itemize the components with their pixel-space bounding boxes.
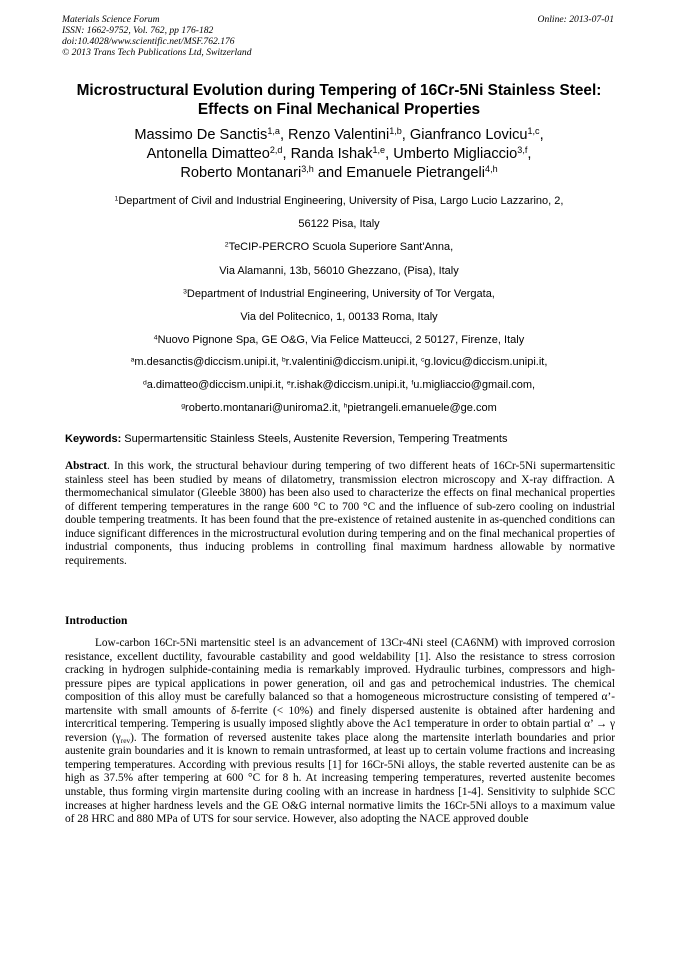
- author-affiliation-mark: 3,h: [301, 164, 314, 175]
- affiliation-line: 56122 Pisa, Italy: [298, 218, 380, 231]
- affiliation-text: TeCIP-PERCRO Scuola Superiore Sant'Anna,: [228, 241, 454, 254]
- introduction-text-2: ). The formation of reversed austenite takes place along the martensite interlath boundaries and prior austenite grain boundaries and it is known to remain untrasformed, at least up to certain volume fractions and increasing tempering temperatures. According with previous results [1] for 16Cr-5Ni alloys, the stable reverted austenite can be as high as 37.5% after tempering at 600 °C for 8 h. At increasing tempering temperatures, reverted austenite becomes unstable, thus forming virgin martensite during cooling with an increase in hardness [1-4]. Sensitivity to sulphide SCC increases at higher hardness levels and the GE O&G internal normative limits the 16Cr-5Ni alloys to a maximum value of 28 HRC and 880 MPa of UTS for sour service. However, also adopting the NACE approved double: [65, 731, 615, 826]
- author-affiliation-mark: 4,h: [485, 164, 498, 175]
- author-affiliation-mark: 1,c: [527, 126, 540, 137]
- author-list: [50, 126, 628, 183]
- email-mark: d: [142, 379, 147, 387]
- author-separator: ,: [527, 146, 532, 162]
- email-line-3: [40, 397, 638, 420]
- author-line-1: [50, 126, 628, 145]
- introduction-paragraph: [65, 637, 615, 827]
- journal-doi: doi:10.4028/www.scientific.net/MSF.762.176: [62, 36, 235, 47]
- affiliation-number: 2: [224, 241, 229, 249]
- email-e[interactable]: r.ishak@diccism.unipi.it,: [290, 379, 409, 392]
- author-name: Gianfranco Lovicu: [409, 127, 528, 143]
- affiliation-line: [40, 329, 638, 352]
- email-mark: c: [420, 356, 425, 364]
- gamma-rev-subscript: rev: [120, 735, 131, 745]
- author-separator: ,: [539, 127, 544, 143]
- email-c[interactable]: g.lovicu@diccism.unipi.it,: [424, 356, 548, 368]
- abstract: [65, 460, 615, 568]
- author-name: Renzo Valentini: [288, 127, 390, 143]
- email-mark: f: [411, 379, 414, 387]
- author-name: Massimo De Sanctis: [134, 127, 268, 143]
- keywords-label: Keywords:: [65, 433, 122, 445]
- introduction-text-1: Low-carbon 16Cr-5Ni martensitic steel is an advancement of 13Cr-4Ni steel (CA6NM) with improved corrosion resistance, excellent ductility, favourable castability and good weldability [1]. Also the resistance to stress corrosion cracking in hydrogen sulphide-containing media is remarkably improved. Hydraulic turbines, compressors and high-pressure pipes are typical applications in power generation, oil and gas and petrochemical industries. The chemical composition of this alloy must be carefully balanced so that a homogeneous microstructure consisting of tempered α’-martensite with small amounts of δ-ferrite (< 10%) and finely dispersed austenite is obtained after hardening and intercritical tempering. Tempering is usually imposed slightly above the Ac1 temperature in order to obtain partial α’ → γ reversion (γ: [65, 637, 615, 744]
- author-separator: ,: [282, 146, 291, 162]
- author-name: Umberto Migliaccio: [393, 146, 518, 162]
- author-affiliation-mark: 2,d: [269, 145, 283, 156]
- affiliation-text: Department of Civil and Industrial Engineering, University of Pisa, Largo Lucio Lazzarino, 2,: [118, 195, 564, 207]
- affiliation-line: [40, 283, 638, 306]
- email-mark: e: [286, 379, 291, 387]
- title-line-2: Effects on Final Mechanical Properties: [197, 101, 481, 118]
- affiliation-line: [40, 190, 638, 213]
- email-f[interactable]: u.migliaccio@gmail.com,: [413, 379, 536, 392]
- author-name: Emanuele Pietrangeli: [346, 165, 486, 181]
- author-name: Roberto Montanari: [180, 165, 302, 181]
- affiliation-number: 3: [183, 288, 187, 296]
- email-b[interactable]: r.valentini@diccism.unipi.it,: [285, 356, 418, 368]
- author-line-2: [50, 145, 628, 164]
- email-mark: a: [130, 356, 135, 364]
- email-d[interactable]: a.dimatteo@diccism.unipi.it,: [146, 379, 284, 392]
- journal-header: [62, 14, 614, 58]
- email-mark: b: [281, 356, 286, 364]
- email-line-1: [40, 351, 638, 374]
- affiliation-text: Nuovo Pignone Spa, GE O&G, Via Felice Matteucci, 2 50127, Firenze, Italy: [157, 334, 525, 347]
- journal-issn: ISSN: 1662-9752, Vol. 762, pp 176-182: [62, 25, 214, 36]
- email-g[interactable]: roberto.montanari@uniroma2.it,: [185, 402, 341, 415]
- affiliation-text: Department of Industrial Engineering, University of Tor Vergata,: [186, 287, 495, 300]
- online-date: Online: 2013-07-01: [537, 14, 614, 25]
- email-h[interactable]: pietrangeli.emanuele@ge.com: [347, 402, 497, 415]
- email-line-2: [40, 374, 638, 397]
- author-affiliation-mark: 1,a: [267, 126, 280, 137]
- keywords-text: Supermartensitic Stainless Steels, Austenite Reversion, Tempering Treatments: [121, 433, 508, 445]
- introduction-heading: Introduction: [65, 615, 128, 627]
- affiliation-list: [40, 190, 638, 352]
- author-name: Randa Ishak: [290, 146, 373, 162]
- email-mark: h: [343, 402, 348, 410]
- email-a[interactable]: m.desanctis@diccism.unipi.it,: [134, 356, 279, 368]
- title-line-1: Microstructural Evolution during Tempering of 16Cr-5Ni Stainless Steel:: [76, 82, 602, 99]
- author-separator: ,: [385, 146, 394, 162]
- author-affiliation-mark: 3,f: [517, 145, 528, 156]
- author-affiliation-mark: 1,b: [389, 126, 402, 137]
- author-affiliation-mark: 1,e: [372, 145, 386, 156]
- author-separator: ,: [279, 127, 289, 143]
- email-mark: g: [181, 402, 186, 410]
- author-separator: ,: [401, 127, 410, 143]
- author-separator: and: [313, 165, 347, 181]
- paper-title: [40, 81, 638, 119]
- abstract-text: . In this work, the structural behaviour during tempering of two different heats of 16Cr-5Ni supermartensitic stainless steel has been studied by means of dilatometry, transmission electron microscopy and X-ray diffraction. A thermomechanical simulator (Gleeble 3800) has been also used to characterize the effects on final mechanical properties of different tempering temperatures in the range 600 °C to 700 °C and the influence of sub-zero cooling on industrial double tempering treatments. It has been found that the pre-existence of retained austenite in as-quenched conditions can induce significant differences in the microstructural evolution during tempering and on the final mechanical properties of industrial components, thus inducing problems in controlling final maximum hardness allowable by normative requirements.: [65, 460, 615, 567]
- affiliation-line: Via Alamanni, 13b, 56010 Ghezzano, (Pisa), Italy: [219, 264, 459, 277]
- author-line-3: [50, 164, 628, 183]
- email-list: [40, 351, 638, 421]
- affiliation-number: 1: [114, 195, 119, 203]
- journal-name: Materials Science Forum: [62, 14, 160, 25]
- keywords: [65, 432, 615, 446]
- affiliation-number: 4: [153, 334, 158, 342]
- abstract-label: Abstract: [65, 460, 108, 472]
- affiliation-line: Via del Politecnico, 1, 00133 Roma, Italy: [240, 311, 438, 324]
- affiliation-line: [40, 236, 638, 259]
- author-name: Antonella Dimatteo: [146, 146, 270, 162]
- journal-copyright: © 2013 Trans Tech Publications Ltd, Switzerland: [62, 47, 252, 58]
